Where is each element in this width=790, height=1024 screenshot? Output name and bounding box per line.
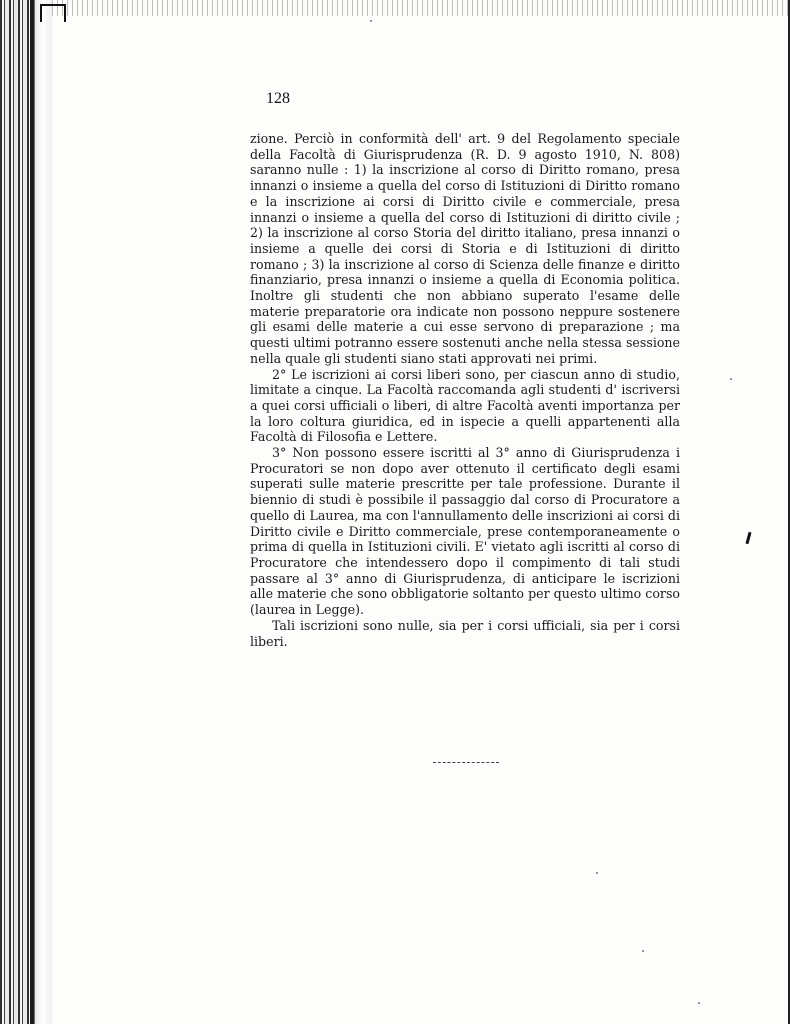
paragraph-1: zione. Perciò in conformità dell' art. 9 del Regolamento speciale della Facoltà di Giurisprudenza (R. D. 9 agosto 1910, N. 808) saranno nulle : 1) la inscrizione al corso di Diritto romano, presa innanzi o insieme a quella del corso di Istituzioni di Diritto romano e la inscrizione ai corsi di Diritto civile e commerciale, presa innanzi o insieme a quella del corso di Istituzioni di diritto civile ; 2) la inscrizione al corso Storia del diritto italiano, presa innanzi o insieme a quelle dei corsi di Storia e di Istituzioni di diritto romano ; 3) la inscrizione al corso di Scienza delle finanze e diritto finanziario, presa innanzi o insieme a quella di Economia politica. Inoltre gli studenti che non abbiano superato l'esame delle materie preparatorie ora indicate non possono neppure sostenere gli esami delle materie a cui esse servono di preparazione ; ma questi ultimi potranno essere sostenuti anche nella stessa sessione nella quale gli studenti siano stati approvati nei primi. <box>250 131 680 366</box>
paragraph-2: 2° Le iscrizioni ai corsi liberi sono, per ciascun anno di studio, limitate a cinque. La Facoltà raccomanda agli studenti d' iscriversi a quei corsi ufficiali o liberi, di altre Facoltà aventi importanza per la loro coltura giuridica, ed in ispecie a quelli appartenenti alla Facoltà di Filosofia e Lettere. <box>250 366 680 445</box>
scan-noise-top <box>52 0 790 16</box>
stray-ink-mark <box>745 532 751 544</box>
binding-shadow <box>30 0 52 1024</box>
scan-speck <box>370 20 372 22</box>
scan-speck <box>698 1002 700 1004</box>
page-number: 128 <box>266 90 290 107</box>
paragraph-4: Tali iscrizioni sono nulle, sia per i corsi ufficiali, sia per i corsi liberi. <box>250 617 680 649</box>
scan-speck <box>730 378 732 380</box>
scan-speck <box>596 872 598 874</box>
section-separator-rule <box>433 762 499 764</box>
paragraph-3: 3° Non possono essere iscritti al 3° anno di Giurisprudenza i Procuratori se non dopo aver ottenuto il certificato degli esami superati sulle materie prescritte per tale professione. Durante il biennio di studi è possibile il passaggio dal corso di Procuratore a quello di Laurea, ma con l'annullamento delle inscrizioni ai corsi di Diritto civile e Diritto commerciale, prese contemporaneamente o prima di quella in Istituzioni civili. E' vietato agli iscritti al corso di Procuratore che intendessero dopo il compimento di tali studi passare al 3° anno di Giurisprudenza, di anticipare le iscrizioni alle materie che sono obbligatorie soltanto per questo ultimo corso (laurea in Legge). <box>250 445 680 618</box>
scan-speck <box>642 950 644 952</box>
body-text <box>250 131 680 649</box>
